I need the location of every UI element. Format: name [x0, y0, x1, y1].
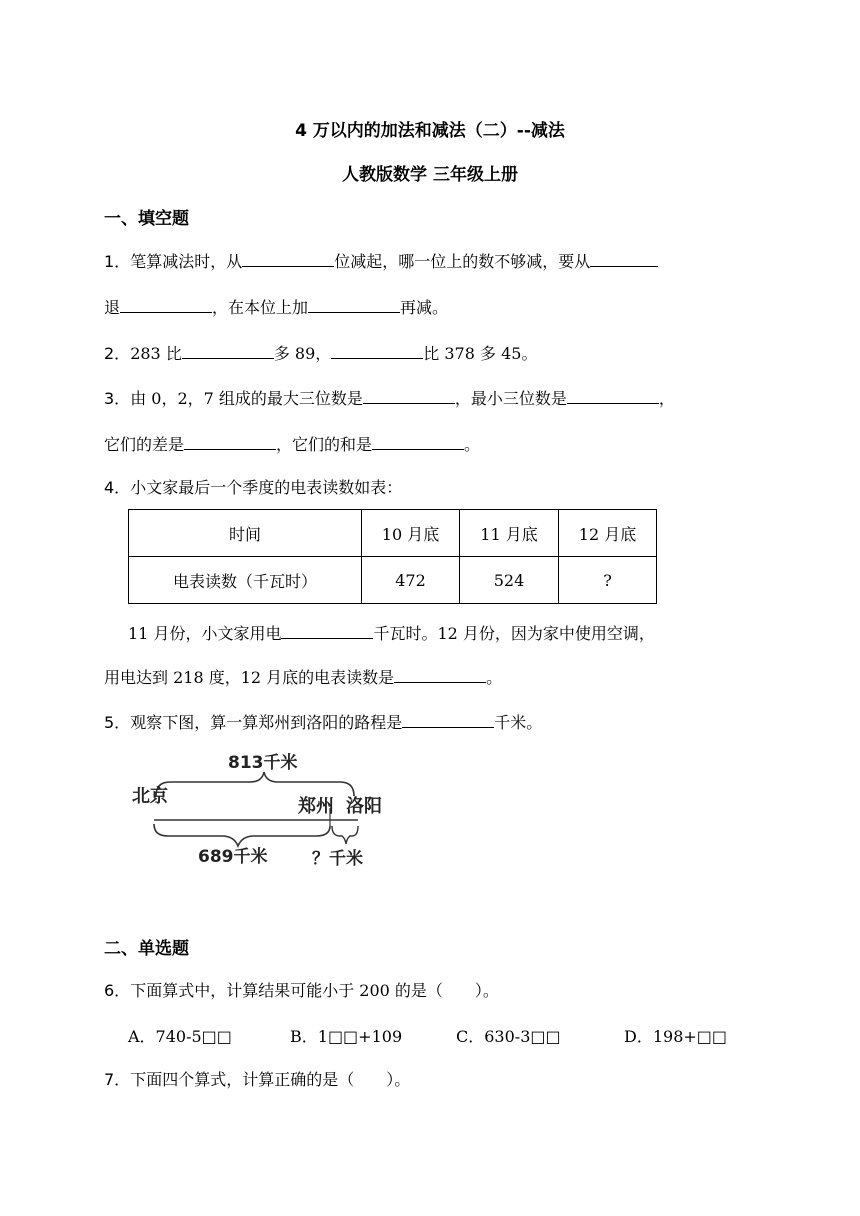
question-number: 1．: [104, 252, 131, 271]
question-text: ，它们的和是: [276, 435, 373, 454]
table-header-cell: 11 月底: [460, 510, 559, 557]
question-number: 2．: [104, 344, 131, 363]
label-beijing-zhengzhou: 689千米: [198, 847, 268, 867]
question-text: 。: [464, 435, 481, 454]
table-header-cell: 时间: [129, 510, 362, 557]
question-number: 7．: [104, 1070, 131, 1089]
question-1-line-1: [104, 249, 658, 273]
question-text: 位减起，哪一位上的数不够减，要从: [334, 252, 591, 271]
question-2: [104, 341, 537, 365]
question-text: 它们的差是: [104, 435, 185, 454]
answer-blank[interactable]: [120, 295, 212, 313]
question-text: 11 月份，小文家用电: [128, 624, 282, 643]
answer-blank[interactable]: [242, 249, 334, 267]
page-subtitle: 人教版数学 三年级上册: [342, 165, 518, 185]
question-text: 千瓦时。12 月份，因为家中使用空调，: [373, 624, 655, 643]
question-3-line-2: [104, 432, 480, 456]
table-header-cell: 12 月底: [559, 510, 657, 557]
page-title: 4 万以内的加法和减法（二）--减法: [295, 121, 565, 141]
question-text: 由 0，2，7 组成的最大三位数是: [130, 389, 363, 408]
city-beijing: 北京: [132, 786, 168, 807]
question-text: 下面四个算式，计算正确的是（ ）。: [130, 1070, 411, 1089]
question-text: 退: [104, 298, 121, 317]
table-cell: 472: [362, 557, 460, 604]
answer-blank[interactable]: [372, 432, 464, 450]
table-cell: ?: [559, 557, 657, 604]
label-total-distance: 813千米: [228, 753, 298, 773]
option-c[interactable]: C．630-3□□: [456, 1027, 561, 1046]
question-text: ，最小三位数是: [454, 389, 567, 408]
question-5: [104, 710, 542, 734]
answer-blank[interactable]: [184, 432, 276, 450]
answer-blank[interactable]: [567, 386, 659, 404]
question-text: 283 比: [130, 344, 182, 363]
question-number: 3．: [104, 389, 131, 408]
option-d[interactable]: D．198+□□: [624, 1027, 728, 1046]
question-text: ，: [658, 389, 675, 408]
question-text: 千米。: [494, 713, 543, 732]
question-4-line-2: [104, 665, 502, 689]
city-zhengzhou: 郑州: [298, 796, 334, 817]
bottom-brace-right: [332, 826, 358, 844]
answer-blank[interactable]: [182, 341, 274, 359]
question-number: 6．: [104, 981, 131, 1000]
answer-blank[interactable]: [590, 249, 658, 267]
city-luoyang: 洛阳: [346, 796, 382, 817]
question-number: 4．: [104, 478, 131, 497]
top-brace: [156, 772, 354, 796]
option-b[interactable]: B．1□□+109: [290, 1027, 403, 1046]
table-header-cell: 10 月底: [362, 510, 460, 557]
question-4-line-1: [128, 621, 655, 645]
table-row: [129, 557, 657, 604]
question-7: [104, 1069, 410, 1091]
answer-blank[interactable]: [281, 621, 373, 639]
question-text: ，在本位上加: [212, 298, 309, 317]
question-text: 。: [486, 668, 503, 687]
table-cell: 524: [460, 557, 559, 604]
question-text: 比 378 多 45。: [423, 344, 538, 363]
answer-blank[interactable]: [402, 710, 494, 728]
question-1-line-2: [104, 295, 448, 319]
question-text: 下面算式中，计算结果可能小于 200 的是（ ）。: [130, 981, 499, 1000]
answer-blank[interactable]: [331, 341, 423, 359]
question-number: 5．: [104, 713, 131, 732]
question-text: 笔算减法时，从: [130, 252, 243, 271]
question-text: 用电达到 218 度，12 月底的电表读数是: [104, 668, 395, 687]
answer-blank[interactable]: [363, 386, 455, 404]
section-single-choice-heading: 二、单选题: [104, 939, 189, 959]
question-6: [104, 980, 499, 1002]
question-text: 观察下图，算一算郑州到洛阳的路程是: [130, 713, 403, 732]
distance-diagram: [126, 746, 396, 874]
question-4-intro: [104, 477, 402, 499]
bottom-brace-left: [154, 824, 330, 846]
question-text: 多 89，: [273, 344, 332, 363]
answer-blank[interactable]: [308, 295, 400, 313]
meter-reading-table: [128, 509, 657, 604]
question-text: 再减。: [400, 298, 449, 317]
section-fill-blank-heading: 一、填空题: [104, 209, 189, 229]
table-row-label: 电表读数（千瓦时）: [129, 557, 362, 604]
question-text: 小文家最后一个季度的电表读数如表：: [130, 478, 403, 497]
answer-blank[interactable]: [394, 665, 486, 683]
option-a[interactable]: A．740-5□□: [128, 1027, 232, 1046]
table-header-row: [129, 510, 657, 557]
label-zhengzhou-luoyang: ？千米: [312, 849, 363, 869]
question-3-line-1: [104, 386, 675, 410]
